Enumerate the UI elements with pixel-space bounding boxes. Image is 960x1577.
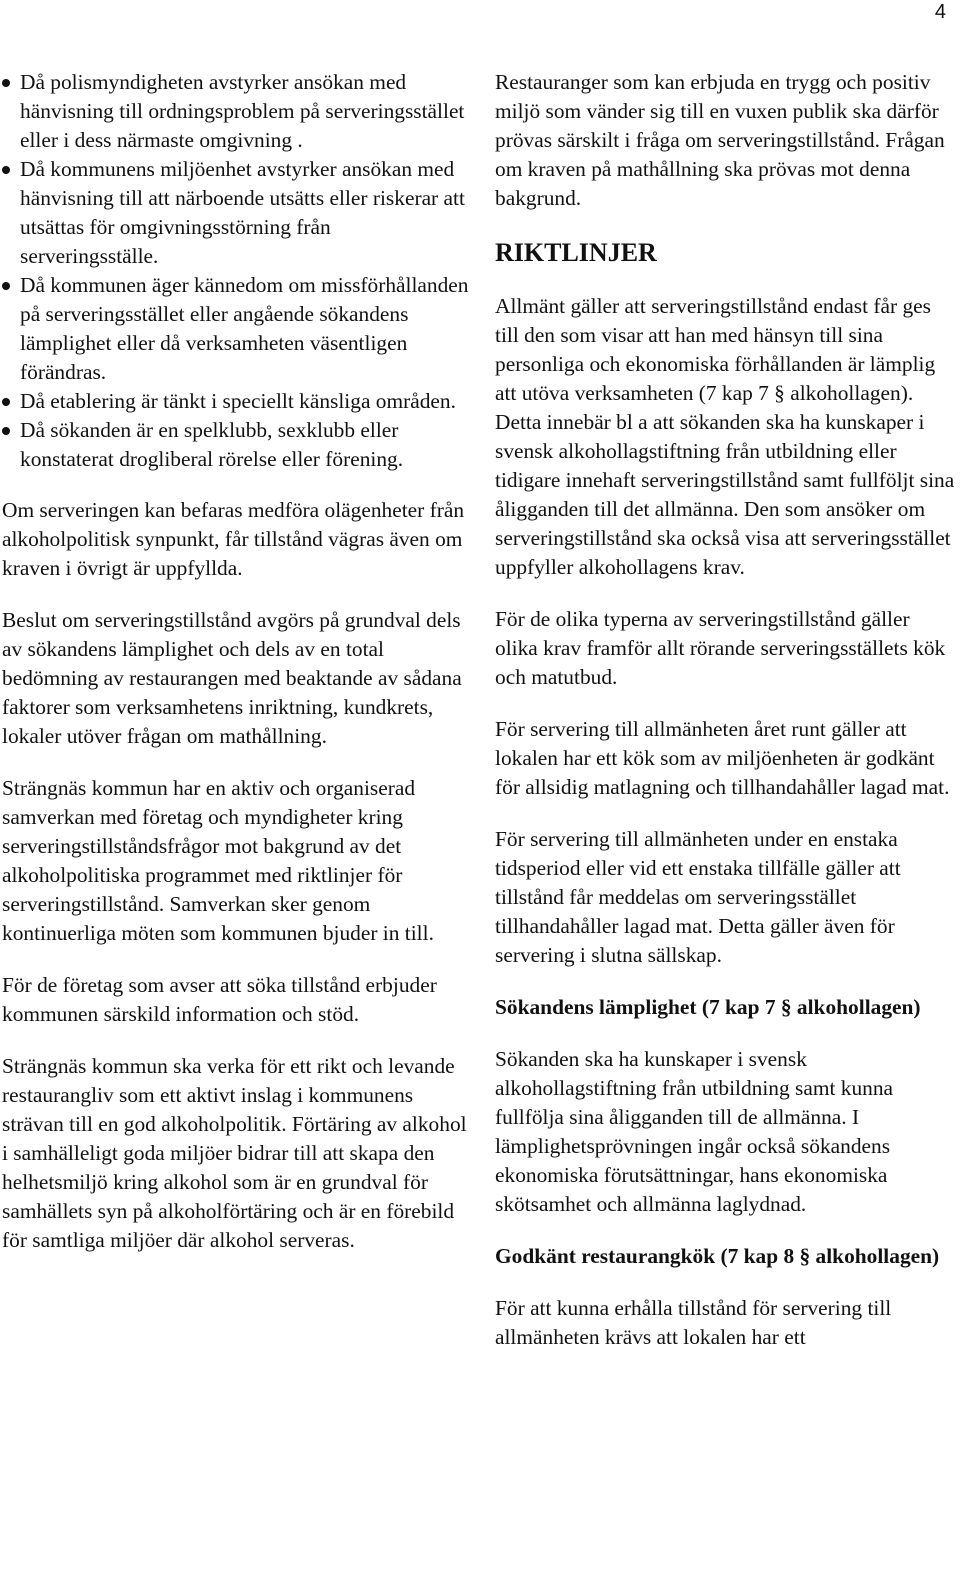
paragraph: Beslut om serveringstillstånd avgörs på grundval dels av sökandens lämplighet och dels av en total bedömning av restaurangen med beaktande av sådana faktorer som verksamhetens inriktning, kundkrets, lokaler utöver frågan om mathållning. (2, 608, 462, 748)
paragraph: Sökanden ska ha kunskaper i svensk alkohollagstiftning från utbildning samt kunna fullfölja sina åligganden till de allmänna. I lämplighetsprövningen ingår också sökandens ekonomiska förutsättningar, hans ekonomiska skötsamhet och allmänna laglydnad. (495, 1047, 894, 1216)
list-item: Då etablering är tänkt i speciellt känsliga områden. (2, 387, 472, 416)
bullet-list (2, 68, 472, 474)
paragraph: För servering till allmänheten under en enstaka tidsperiod eller vid ett enstaka tillfälle gäller att tillstånd får meddelas om serveringsstället tillhandahåller lagad mat. Detta gäller även för servering i slutna sällskap. (495, 827, 901, 967)
section-heading: RIKTLINJER (495, 238, 657, 267)
paragraph: För servering till allmänheten året runt gäller att lokalen har ett kök som av miljöenheten är godkänt för allsidig matlagning och tillhandahåller lagad mat. (495, 717, 950, 799)
paragraph: Allmänt gäller att serveringstillstånd endast får ges till den som visar att han med hänsyn till sina personliga och ekonomiska förhållanden är lämplig att utöva verksamheten (7 kap 7 § alkohollagen). Detta innebär bl a att sökanden ska ha kunskaper i svensk alkohollagstiftning från utbildning eller tidigare innehaft serveringstillstånd samt fullföljt sina åligganden till det allmänna. Den som ansöker om serveringstillstånd ska också visa att serveringsstället uppfyller alkohollagens krav. (495, 294, 955, 579)
subheading: Sökandens lämplighet (7 kap 7 § alkohollagen) (495, 995, 921, 1019)
list-item: Då sökanden är en spelklubb, sexklubb eller konstaterat drogliberal rörelse eller förening. (2, 416, 472, 474)
subheading: Godkänt restaurangkök (7 kap 8 § alkohollagen) (495, 1244, 940, 1268)
right-column (495, 68, 955, 1375)
paragraph: Strängnäs kommun har en aktiv och organiserad samverkan med företag och myndigheter kring serveringstillståndsfrågor mot bakgrund av det alkoholpolitiska programmet med riktlinjer för serveringstillstånd. Samverkan sker genom kontinuerliga möten som kommunen bjuder in till. (2, 776, 434, 945)
list-item: Då kommunens miljöenhet avstyrker ansökan med hänvisning till att närboende utsätts eller riskerar att utsättas för omgivningsstörning från serveringsställe. (2, 155, 472, 271)
page-number: 4 (934, 1, 946, 23)
paragraph: För att kunna erhålla tillstånd för servering till allmänheten krävs att lokalen har ett (495, 1296, 892, 1349)
paragraph: För de olika typerna av serveringstillstånd gäller olika krav framför allt rörande serveringsställets kök och matutbud. (495, 607, 946, 689)
paragraph: Strängnäs kommun ska verka för ett rikt och levande restaurangliv som ett aktivt inslag i kommunens strävan till en god alkoholpolitik. Förtäring av alkohol i samhälleligt goda miljöer bidrar till att skapa den helhetsmiljö kring alkohol som är en grundval för samhällets syn på alkoholförtäring och är en förebild för samtliga miljöer där alkohol serveras. (2, 1054, 467, 1252)
list-item: Då polismyndigheten avstyrker ansökan med hänvisning till ordningsproblem på serveringsstället eller i dess närmaste omgivning . (2, 68, 472, 155)
paragraph: För de företag som avser att söka tillstånd erbjuder kommunen särskild information och stöd. (2, 973, 437, 1026)
intro-paragraph: Restauranger som kan erbjuda en trygg och positiv miljö som vänder sig till en vuxen publik ska därför prövas särskilt i fråga om serveringstillstånd. Frågan om kraven på mathållning ska prövas mot denna bakgrund. (495, 70, 945, 210)
list-item: Då kommunen äger kännedom om missförhållanden på serveringsstället eller angående sökandens lämplighet eller då verksamheten väsentligen förändras. (2, 271, 472, 387)
paragraph: Om serveringen kan befaras medföra olägenheter från alkoholpolitisk synpunkt, får tillstånd vägras även om kraven i övrigt är uppfyllda. (2, 498, 465, 580)
left-column (2, 68, 472, 1278)
